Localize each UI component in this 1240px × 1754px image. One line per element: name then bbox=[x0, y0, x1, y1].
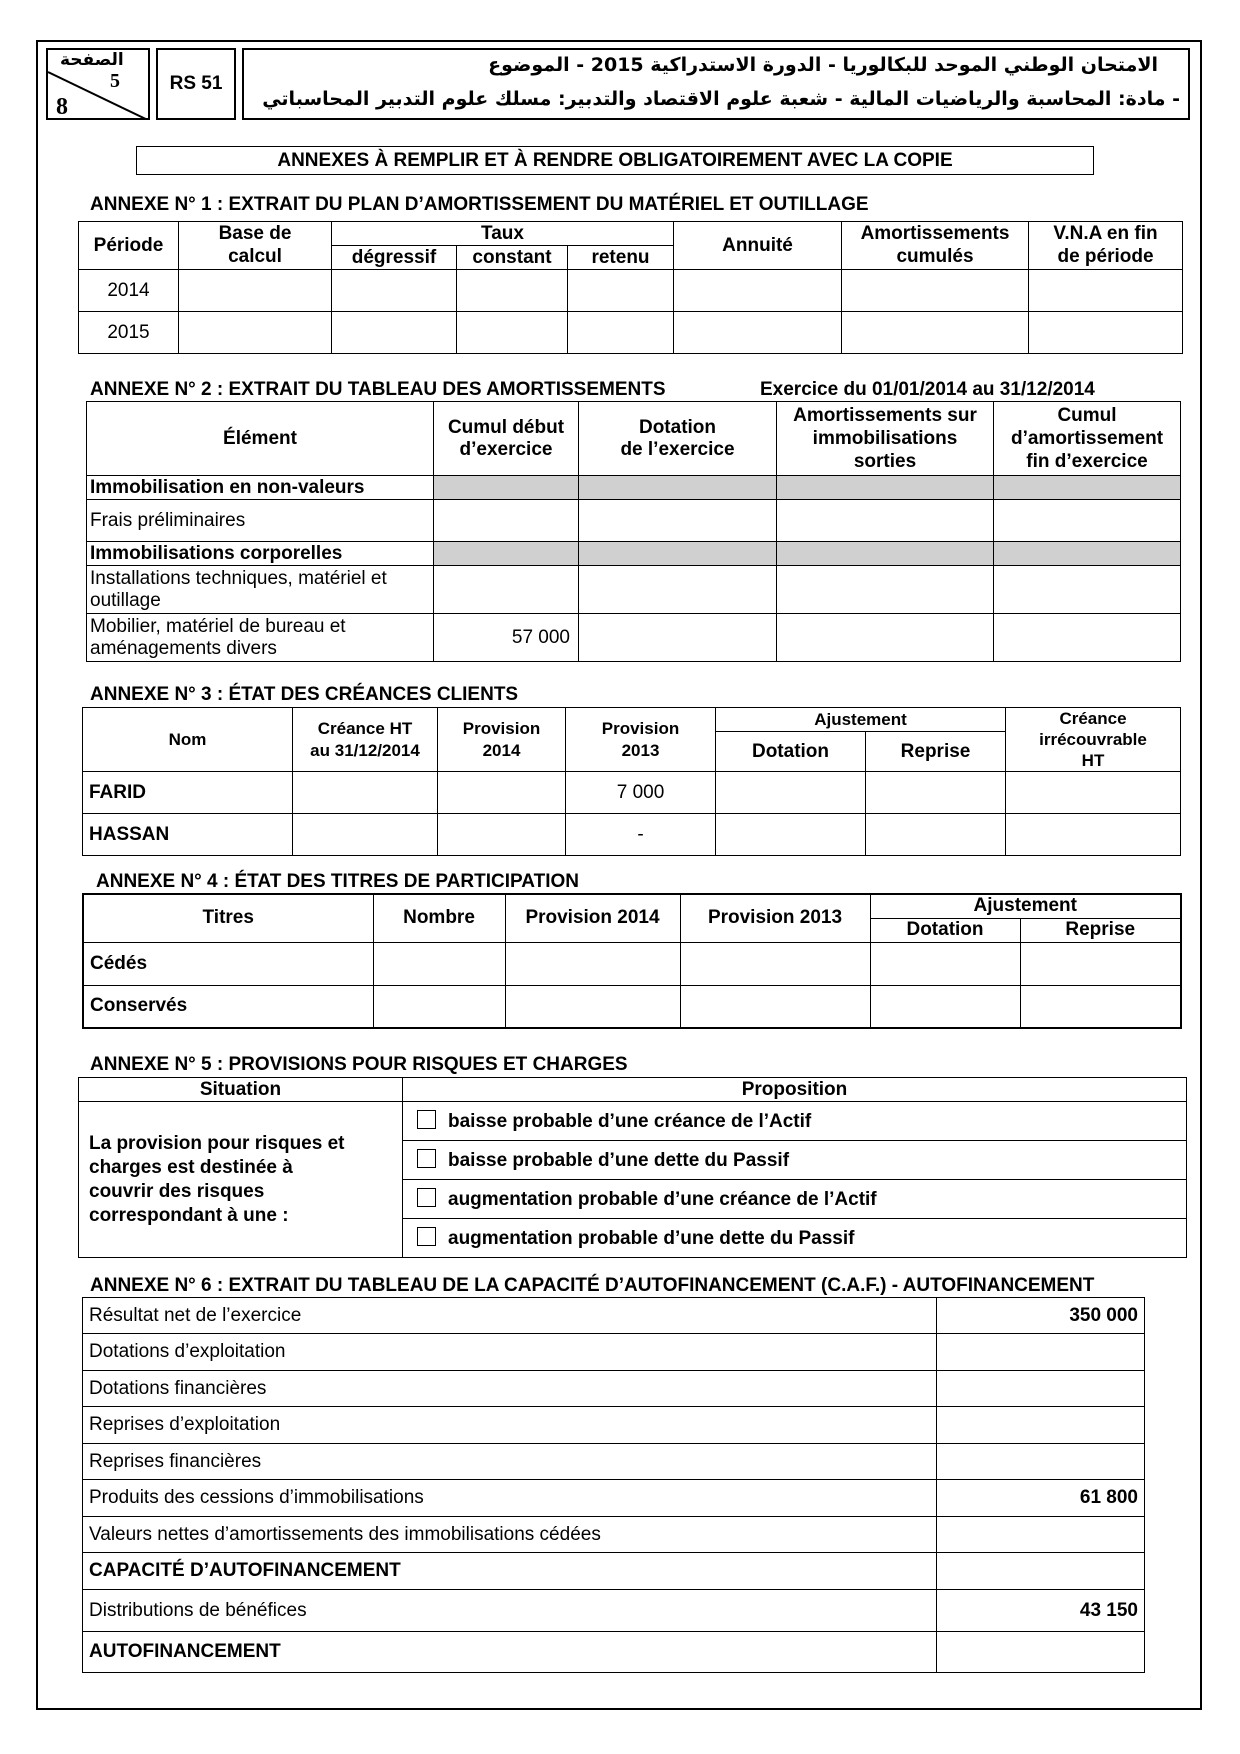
cell[interactable] bbox=[777, 614, 994, 662]
a5-h-situation: Situation bbox=[79, 1078, 403, 1102]
a6-value[interactable]: 43 150 bbox=[937, 1590, 1145, 1632]
table-row bbox=[87, 476, 1181, 500]
table-row bbox=[83, 1298, 1145, 1334]
a6-value[interactable]: 61 800 bbox=[937, 1480, 1145, 1517]
a2-h-dotation: Dotation de l’exercice bbox=[579, 402, 777, 476]
a6-value[interactable] bbox=[937, 1371, 1145, 1407]
a1-h-vna2: de période bbox=[1029, 246, 1183, 270]
annexe4-table bbox=[82, 893, 1182, 1029]
cell[interactable] bbox=[332, 312, 457, 354]
a1-h-degressif: dégressif bbox=[332, 246, 457, 270]
cell[interactable] bbox=[1020, 942, 1181, 985]
cell[interactable] bbox=[674, 312, 842, 354]
a1-h-retenu: retenu bbox=[568, 246, 674, 270]
table-row bbox=[83, 985, 1181, 1028]
a2-r3: Immobilisations corporelles bbox=[87, 542, 434, 566]
a5-option-1[interactable]: baisse probable d’une créance de l’Actif bbox=[403, 1102, 1187, 1141]
a2-h-element: Élément bbox=[87, 402, 434, 476]
page-total: 8 bbox=[56, 94, 68, 120]
table-row bbox=[87, 500, 1181, 542]
cell[interactable] bbox=[994, 500, 1181, 542]
a4-conserves: Conservés bbox=[83, 985, 373, 1028]
cell[interactable] bbox=[505, 985, 680, 1028]
cell[interactable] bbox=[1029, 312, 1183, 354]
a3-h-reprise: Reprise bbox=[866, 732, 1006, 772]
a6-label: Dotations financières bbox=[83, 1371, 937, 1407]
exam-title-box bbox=[242, 48, 1190, 120]
exam-line1: الامتحان الوطني الموحد للبكالوريا - الدورة الاستدراكية 2015 - الموضوع bbox=[488, 54, 1158, 76]
a1-h-annuite: Annuité bbox=[674, 222, 842, 270]
cell[interactable] bbox=[674, 270, 842, 312]
cell[interactable] bbox=[373, 942, 505, 985]
table-row bbox=[83, 1517, 1145, 1553]
a5-h-proposition: Proposition bbox=[403, 1078, 1187, 1102]
a6-label: Valeurs nettes d’amortissements des immobilisations cédées bbox=[83, 1517, 937, 1553]
annexe3-table bbox=[82, 707, 1181, 856]
a3-h-p14: Provision 2014 bbox=[438, 708, 566, 772]
a6-label: AUTOFINANCEMENT bbox=[83, 1632, 937, 1673]
page-num: 5 bbox=[110, 70, 120, 92]
a6-label: Résultat net de l’exercice bbox=[83, 1298, 937, 1334]
cell[interactable] bbox=[179, 270, 332, 312]
a2-r5: Mobilier, matériel de bureau et aménagements divers bbox=[87, 614, 434, 662]
cell[interactable] bbox=[293, 814, 438, 856]
table-row bbox=[83, 1371, 1145, 1407]
table-row bbox=[79, 312, 1183, 354]
cell[interactable] bbox=[579, 614, 777, 662]
cell[interactable] bbox=[568, 312, 674, 354]
annexe2-exercice: Exercice du 01/01/2014 au 31/12/2014 bbox=[760, 379, 1095, 400]
page-label-ar: الصفحة bbox=[60, 50, 124, 70]
a2-r5-cumul: 57 000 bbox=[434, 614, 579, 662]
cell[interactable] bbox=[579, 566, 777, 614]
cell[interactable] bbox=[579, 500, 777, 542]
a4-cedes: Cédés bbox=[83, 942, 373, 985]
a6-value[interactable] bbox=[937, 1334, 1145, 1371]
exam-line2: - مادة: المحاسبة والرياضيات المالية - شعبة علوم الاقتصاد والتدبير: مسلك علوم التدبير المحاسباتي bbox=[262, 88, 1180, 110]
table-row bbox=[83, 1590, 1145, 1632]
a1-h-vna1: V.N.A en fin bbox=[1029, 222, 1183, 246]
annexe1-title: ANNEXE N° 1 : EXTRAIT DU PLAN D’AMORTISSEMENT DU MATÉRIEL ET OUTILLAGE bbox=[90, 194, 869, 215]
cell[interactable] bbox=[1006, 772, 1181, 814]
cell[interactable] bbox=[870, 942, 1020, 985]
a6-value[interactable]: 350 000 bbox=[937, 1298, 1145, 1334]
a5-option-3[interactable]: augmentation probable d’une créance de l’Actif bbox=[403, 1180, 1187, 1219]
table-row bbox=[83, 1632, 1145, 1673]
a6-label: Distributions de bénéfices bbox=[83, 1590, 937, 1632]
table-row bbox=[83, 1444, 1145, 1480]
table-row bbox=[83, 942, 1181, 985]
a1-row-2014: 2014 bbox=[79, 270, 179, 312]
cell[interactable] bbox=[842, 270, 1029, 312]
a4-h-titres: Titres bbox=[83, 894, 373, 942]
cell[interactable] bbox=[373, 985, 505, 1028]
a2-r4: Installations techniques, matériel et outillage bbox=[87, 566, 434, 614]
table-row bbox=[83, 1334, 1145, 1371]
checkbox[interactable] bbox=[417, 1110, 436, 1129]
a6-value[interactable] bbox=[937, 1444, 1145, 1480]
a3-h-ajust: Ajustement bbox=[716, 708, 1006, 732]
a4-h-reprise: Reprise bbox=[1020, 918, 1181, 942]
a6-value[interactable] bbox=[937, 1517, 1145, 1553]
table-row bbox=[83, 772, 1181, 814]
a2-h-sorties: Amortissements sur immobilisations sorties bbox=[777, 402, 994, 476]
a5-option-2[interactable]: baisse probable d’une dette du Passif bbox=[403, 1141, 1187, 1180]
a1-row-2015: 2015 bbox=[79, 312, 179, 354]
cell[interactable] bbox=[293, 772, 438, 814]
annexe5-table bbox=[78, 1077, 1187, 1258]
exam-code-text: RS 51 bbox=[169, 73, 223, 94]
cell[interactable] bbox=[866, 814, 1006, 856]
a3-h-creance: Créance HT au 31/12/2014 bbox=[293, 708, 438, 772]
a4-h-p13: Provision 2013 bbox=[680, 894, 870, 942]
cell[interactable] bbox=[438, 814, 566, 856]
a2-h-cumul: Cumul début d’exercice bbox=[434, 402, 579, 476]
cell[interactable] bbox=[1020, 985, 1181, 1028]
table-row bbox=[83, 1407, 1145, 1444]
cell[interactable] bbox=[777, 566, 994, 614]
a1-h-base2: calcul bbox=[179, 246, 332, 270]
a1-h-constant: constant bbox=[457, 246, 568, 270]
cell[interactable] bbox=[434, 500, 579, 542]
cell[interactable] bbox=[716, 772, 866, 814]
a4-h-ajust: Ajustement bbox=[870, 894, 1181, 918]
a1-h-taux: Taux bbox=[332, 222, 674, 246]
cell[interactable] bbox=[457, 270, 568, 312]
table-row bbox=[87, 566, 1181, 614]
table-row bbox=[87, 614, 1181, 662]
cell[interactable] bbox=[1006, 814, 1181, 856]
cell[interactable] bbox=[568, 270, 674, 312]
annexe2-title: ANNEXE N° 2 : EXTRAIT DU TABLEAU DES AMORTISSEMENTS bbox=[90, 379, 666, 400]
a4-h-nombre: Nombre bbox=[373, 894, 505, 942]
table-row bbox=[87, 542, 1181, 566]
a1-h-periode: Période bbox=[79, 222, 179, 270]
a6-value[interactable] bbox=[937, 1407, 1145, 1444]
cell[interactable] bbox=[438, 772, 566, 814]
a6-label: Dotations d’exploitation bbox=[83, 1334, 937, 1371]
cell[interactable] bbox=[680, 942, 870, 985]
a6-label: Produits des cessions d’immobilisations bbox=[83, 1480, 937, 1517]
a6-value[interactable] bbox=[937, 1553, 1145, 1590]
table-row bbox=[83, 1553, 1145, 1590]
page-number-box bbox=[46, 48, 150, 120]
cell[interactable] bbox=[179, 312, 332, 354]
a3-h-irr: Créance irrécouvrable HT bbox=[1006, 708, 1181, 772]
a4-h-dotation: Dotation bbox=[870, 918, 1020, 942]
annexe3-title: ANNEXE N° 3 : ÉTAT DES CRÉANCES CLIENTS bbox=[90, 684, 519, 705]
annexe2-table bbox=[86, 401, 1181, 662]
table-row bbox=[83, 814, 1181, 856]
a1-h-amort1: Amortissements bbox=[842, 222, 1029, 246]
a6-label: Reprises d’exploitation bbox=[83, 1407, 937, 1444]
checkbox[interactable] bbox=[417, 1188, 436, 1207]
a1-h-amort2: cumulés bbox=[842, 246, 1029, 270]
cell[interactable] bbox=[680, 985, 870, 1028]
a2-h-fin: Cumul d’amortissement fin d’exercice bbox=[994, 402, 1181, 476]
cell[interactable] bbox=[994, 614, 1181, 662]
annexe4-title: ANNEXE N° 4 : ÉTAT DES TITRES DE PARTICIPATION bbox=[96, 871, 579, 892]
cell[interactable] bbox=[505, 942, 680, 985]
a4-h-p14: Provision 2014 bbox=[505, 894, 680, 942]
banner bbox=[136, 146, 1094, 175]
annexe5-title: ANNEXE N° 5 : PROVISIONS POUR RISQUES ET CHARGES bbox=[90, 1054, 628, 1075]
cell[interactable] bbox=[716, 814, 866, 856]
a3-h-dotation: Dotation bbox=[716, 732, 866, 772]
a3-farid: FARID bbox=[83, 772, 293, 814]
cell[interactable] bbox=[1029, 270, 1183, 312]
a6-label: Reprises financières bbox=[83, 1444, 937, 1480]
cell[interactable] bbox=[457, 312, 568, 354]
annexe6-title: ANNEXE N° 6 : EXTRAIT DU TABLEAU DE LA CAPACITÉ D’AUTOFINANCEMENT (C.A.F.) - AUTOFINANCEMENT bbox=[90, 1275, 1095, 1296]
cell[interactable] bbox=[842, 312, 1029, 354]
a5-option-4[interactable]: augmentation probable d’une dette du Passif bbox=[403, 1219, 1187, 1258]
exam-code bbox=[156, 48, 236, 120]
a3-hassan-p13: - bbox=[566, 814, 716, 856]
banner-text: ANNEXES À REMPLIR ET À RENDRE OBLIGATOIREMENT AVEC LA COPIE bbox=[277, 150, 953, 171]
a3-h-nom: Nom bbox=[83, 708, 293, 772]
table-row bbox=[79, 270, 1183, 312]
a3-h-p13: Provision 2013 bbox=[566, 708, 716, 772]
a5-situation: La provision pour risques et charges est destinée à couvrir des risques correspondant à une : bbox=[79, 1102, 403, 1258]
checkbox[interactable] bbox=[417, 1149, 436, 1168]
checkbox[interactable] bbox=[417, 1227, 436, 1246]
a2-r2: Frais préliminaires bbox=[87, 500, 434, 542]
cell[interactable] bbox=[866, 772, 1006, 814]
a1-h-base1: Base de bbox=[179, 222, 332, 246]
cell[interactable] bbox=[332, 270, 457, 312]
annexe6-table bbox=[82, 1297, 1145, 1673]
a3-hassan: HASSAN bbox=[83, 814, 293, 856]
annexe1-table bbox=[78, 221, 1183, 354]
cell[interactable] bbox=[994, 566, 1181, 614]
cell[interactable] bbox=[434, 566, 579, 614]
a6-value[interactable] bbox=[937, 1632, 1145, 1673]
a6-label: CAPACITÉ D’AUTOFINANCEMENT bbox=[83, 1553, 937, 1590]
cell[interactable] bbox=[777, 500, 994, 542]
table-row bbox=[83, 1480, 1145, 1517]
cell[interactable] bbox=[870, 985, 1020, 1028]
a2-r1: Immobilisation en non-valeurs bbox=[87, 476, 434, 500]
a3-farid-p13: 7 000 bbox=[566, 772, 716, 814]
